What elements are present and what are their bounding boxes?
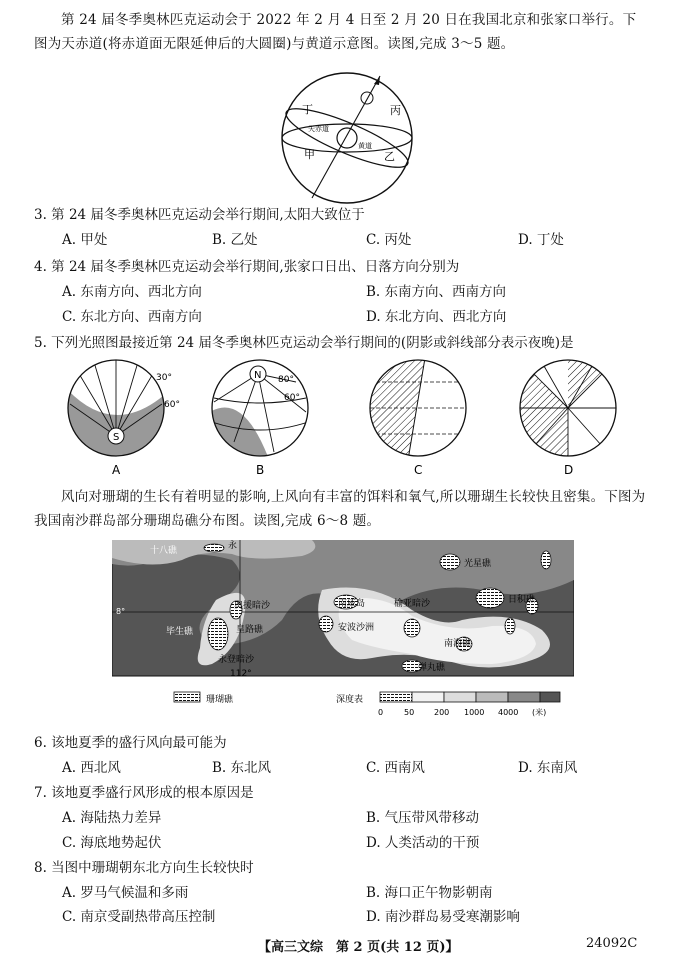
- q8-option-a[interactable]: A. 罗马气候温和多雨: [62, 885, 189, 901]
- globe-a-pole: S: [113, 432, 120, 443]
- question-6-stem: 6. 该地夏季的盛行风向最可能为: [34, 735, 227, 751]
- map-label-yongdeng: 永登暗沙: [218, 655, 255, 665]
- depth-tick-200: 200: [434, 708, 450, 717]
- map-label-nanhai: 南海礁: [444, 639, 472, 649]
- depth-unit: (米): [532, 708, 547, 717]
- map-label-yuya: 榆亚暗沙: [394, 599, 431, 609]
- map-label-112deg: 112°: [230, 669, 252, 679]
- globe-a-lat2: 60°: [164, 400, 180, 410]
- q7-option-c[interactable]: C. 海底地势起伏: [62, 835, 162, 851]
- q4-option-a[interactable]: A. 东南方向、西北方向: [62, 284, 202, 300]
- globe-a-label: A: [112, 463, 121, 477]
- globe-b-pole: N: [254, 370, 262, 381]
- globe-c: [368, 352, 468, 472]
- globe-b-label: B: [256, 463, 265, 477]
- q6-option-a[interactable]: A. 西北风: [62, 760, 121, 776]
- globe-c-label: C: [414, 463, 423, 477]
- legend-reef-label: 珊瑚礁: [206, 695, 234, 705]
- map-label-riji: 日积礁: [508, 595, 536, 605]
- depth-tick-50: 50: [404, 708, 415, 717]
- map-label-anbo: 安波沙洲: [338, 623, 375, 633]
- q8-option-c[interactable]: C. 南京受副热带高压控制: [62, 909, 216, 925]
- footer-page: 第 2 页(共 12 页)】: [336, 940, 459, 955]
- depth-scale: [380, 692, 560, 702]
- globe-b-lat1: 80°: [278, 375, 294, 385]
- depth-tick-1000: 1000: [464, 708, 485, 717]
- question-7-stem: 7. 该地夏季盛行风形成的根本原因是: [34, 785, 254, 801]
- map-label-shiba: 十八礁: [150, 546, 178, 556]
- q6-option-b[interactable]: B. 东北风: [212, 760, 272, 776]
- q3-option-d[interactable]: D. 丁处: [518, 232, 564, 248]
- globe-a-lat1: 30°: [156, 373, 172, 383]
- q6-option-c[interactable]: C. 西南风: [366, 760, 425, 776]
- q8-option-b[interactable]: B. 海口正午物影朝南: [366, 885, 493, 901]
- globe-b: [210, 352, 310, 472]
- q7-option-d[interactable]: D. 人类活动的干预: [366, 835, 480, 851]
- label-huangdao: 黄道: [358, 142, 372, 150]
- q4-option-d[interactable]: D. 东北方向、西北方向: [366, 309, 507, 325]
- globe-b-lat2: 60°: [284, 393, 300, 403]
- q6-option-d[interactable]: D. 东南风: [518, 760, 578, 776]
- footer-code: 24092C: [586, 936, 638, 951]
- label-yi: 乙: [384, 150, 395, 163]
- depth-tick-4000: 4000: [498, 708, 519, 717]
- globe-d-label: D: [564, 463, 574, 477]
- map-label-8deg: 8°: [116, 607, 126, 616]
- globe-d: [518, 352, 618, 472]
- map-label-guangxing: 光星礁: [464, 559, 492, 569]
- nansha-reef-map: [112, 540, 574, 720]
- intro-paragraph-2: 风向对珊瑚的生长有着明显的影响,上风向有丰富的饵料和氧气,所以珊瑚生长较快且密集。下图为我国南沙群岛部分珊瑚岛礁分布图。读图,完成 6～8 题。: [34, 489, 646, 529]
- q4-option-c[interactable]: C. 东北方向、西南方向: [62, 309, 202, 325]
- q8-option-d[interactable]: D. 南沙群岛易受寒潮影响: [366, 909, 520, 925]
- map-label-nanhua: 毕生礁: [166, 627, 194, 637]
- question-4-stem: 4. 第 24 届冬季奥林匹克运动会举行期间,张家口日出、日落方向分别为: [34, 259, 460, 275]
- q7-option-b[interactable]: B. 气压带风带移动: [366, 810, 480, 826]
- question-3-stem: 3. 第 24 届冬季奥林匹克运动会举行期间,太阳大致位于: [34, 207, 365, 223]
- q4-option-b[interactable]: B. 东南方向、西南方向: [366, 284, 507, 300]
- map-label-nanwei: 南威岛: [338, 599, 366, 609]
- map-label-huanglu: 皇路礁: [236, 625, 264, 635]
- q3-option-a[interactable]: A. 甲处: [62, 232, 108, 248]
- question-5-stem: 5. 下列光照图最接近第 24 届冬季奥林匹克运动会举行期间的(阴影或斜线部分表示夜晚)是: [34, 335, 574, 351]
- map-label-danwan: 弹丸礁: [418, 663, 446, 673]
- question-8-stem: 8. 当图中珊瑚朝东北方向生长较快时: [34, 860, 254, 876]
- map-label-yong: 永: [228, 541, 238, 551]
- q7-option-a[interactable]: A. 海陆热力差异: [62, 810, 162, 826]
- depth-tick-0: 0: [378, 708, 384, 717]
- label-jia: 甲: [304, 148, 315, 161]
- label-tianchidao: 天赤道: [308, 125, 329, 133]
- label-bing: 丙: [390, 104, 401, 117]
- celestial-sphere-diagram: [272, 68, 422, 208]
- intro-paragraph-1: 第 24 届冬季奥林匹克运动会于 2022 年 2 月 4 日至 2 月 20 日在我国北京和张家口举行。下图为天赤道(将赤道面无限延伸后的大圆圈)与黄道示意图。读图,完成 3～5 题。: [34, 12, 637, 52]
- globe-a: [64, 352, 180, 472]
- q3-option-c[interactable]: C. 丙处: [366, 232, 412, 248]
- q3-option-b[interactable]: B. 乙处: [212, 232, 258, 248]
- legend-reef-swatch: [174, 692, 200, 702]
- footer-subject: 【高三文综: [258, 940, 324, 955]
- label-ding: 丁: [302, 103, 313, 116]
- illumination-globes: [34, 352, 634, 477]
- legend-depth-label: 深度表: [336, 695, 364, 705]
- map-label-aoyuan: 奥援暗沙: [234, 601, 271, 611]
